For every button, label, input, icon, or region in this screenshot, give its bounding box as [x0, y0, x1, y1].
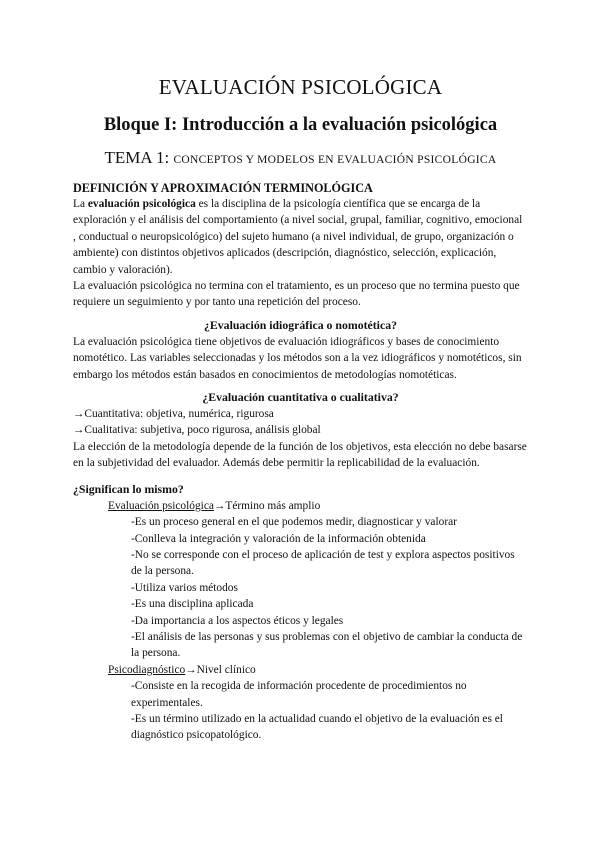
- psychodiagnosis-item: -Consiste en la recogida de información procedente de procedimientos no experimentales.: [131, 680, 467, 709]
- tema-heading: [73, 147, 528, 171]
- evaluation-item: -Es una disciplina aplicada: [131, 598, 254, 611]
- definition-paragraph-2: La evaluación psicológica no termina con el tratamiento, es un proceso que no termina puesto que requiere un seguimiento y por tanto una repetición del proceso.: [73, 280, 520, 309]
- evaluation-term-desc: →Término más amplio: [213, 499, 321, 512]
- evaluation-item: -El análisis de las personas y sus problemas con el objetivo de cambiar la conducta de la persona.: [131, 630, 523, 660]
- evaluation-term: Evaluación psicológica: [108, 499, 214, 512]
- evaluation-item: -Es un proceso general en el que podemos medir, diagnosticar y valorar: [131, 516, 457, 529]
- definition-heading: DEFINICIÓN Y APROXIMACIÓN TERMINOLÓGICA: [73, 181, 373, 195]
- psychodiagnosis-term: Psicodiagnóstico: [108, 663, 186, 676]
- definition-pre: La: [73, 198, 88, 210]
- tema-number: TEMA 1:: [104, 148, 174, 167]
- quantitative-heading: ¿Evaluación cuantitativa o cualitativa?: [202, 390, 399, 405]
- idiographic-paragraph: La evaluación psicológica tiene objetivos de evaluación idiográficos y bases de conocimiento nomotético. Las variables seleccionadas y los métodos son a la vez idiográficos y nomotéticos, sin embargo los métodos están basados en conocimientos de metodologías nomotéticas.: [73, 335, 522, 381]
- definition-paragraph: [73, 196, 528, 278]
- evaluation-item: -Da importancia a los aspectos éticos y legales: [131, 614, 344, 627]
- evaluation-item: -Conlleva la integración y valoración de la información obtenida: [131, 532, 426, 545]
- definition-term: evaluación psicológica: [87, 198, 196, 210]
- evaluation-item: -Utiliza varios métodos: [131, 581, 238, 594]
- psychodiagnosis-item: -Es un término utilizado en la actualidad cuando el objetivo de la evaluación es el diagnóstico psicopatológico.: [131, 712, 503, 742]
- idiographic-heading: ¿Evaluación idiográfica o nomotética?: [204, 317, 397, 332]
- methodology-paragraph: La elección de la metodología depende de la función de los objetivos, esta elección no debe basarse en la subjetividad del evaluador. Además debe permitir la replicabilidad de la evaluación.: [73, 440, 527, 470]
- same-meaning-heading: ¿Significan lo mismo?: [73, 481, 184, 496]
- qualitative-line: →Cualitativa: subjetiva, poco rigurosa, análisis global: [73, 424, 321, 437]
- evaluation-item: -No se corresponde con el proceso de aplicación de test y explora aspectos positivos de la persona.: [131, 548, 515, 578]
- document-title: EVALUACIÓN PSICOLÓGICA: [158, 75, 443, 99]
- psychodiagnosis-term-line: [73, 662, 528, 678]
- definition-body: es la disciplina de la psicología científica que se encarga de la exploración y el análisis del comportamiento (a nivel social, grupal, familiar, cognitivo, emocional , conductual o neuropsicológico) del sujeto humano (a nivel individual, de grupo, organización o ambiente) con distintos objetivos aplicados (descripción, diagnóstico, selección, explicación, cambio y valoración).: [73, 198, 523, 276]
- block-subtitle: Bloque I: Introducción a la evaluación psicológica: [103, 115, 498, 135]
- evaluation-term-line: [73, 498, 528, 514]
- tema-name: CONCEPTOS Y MODELOS EN EVALUACIÓN PSICOLÓGICA: [173, 154, 497, 166]
- quantitative-line: →Cuantitativa: objetiva, numérica, rigurosa: [73, 408, 274, 421]
- psychodiagnosis-desc: →Nivel clínico: [185, 663, 256, 676]
